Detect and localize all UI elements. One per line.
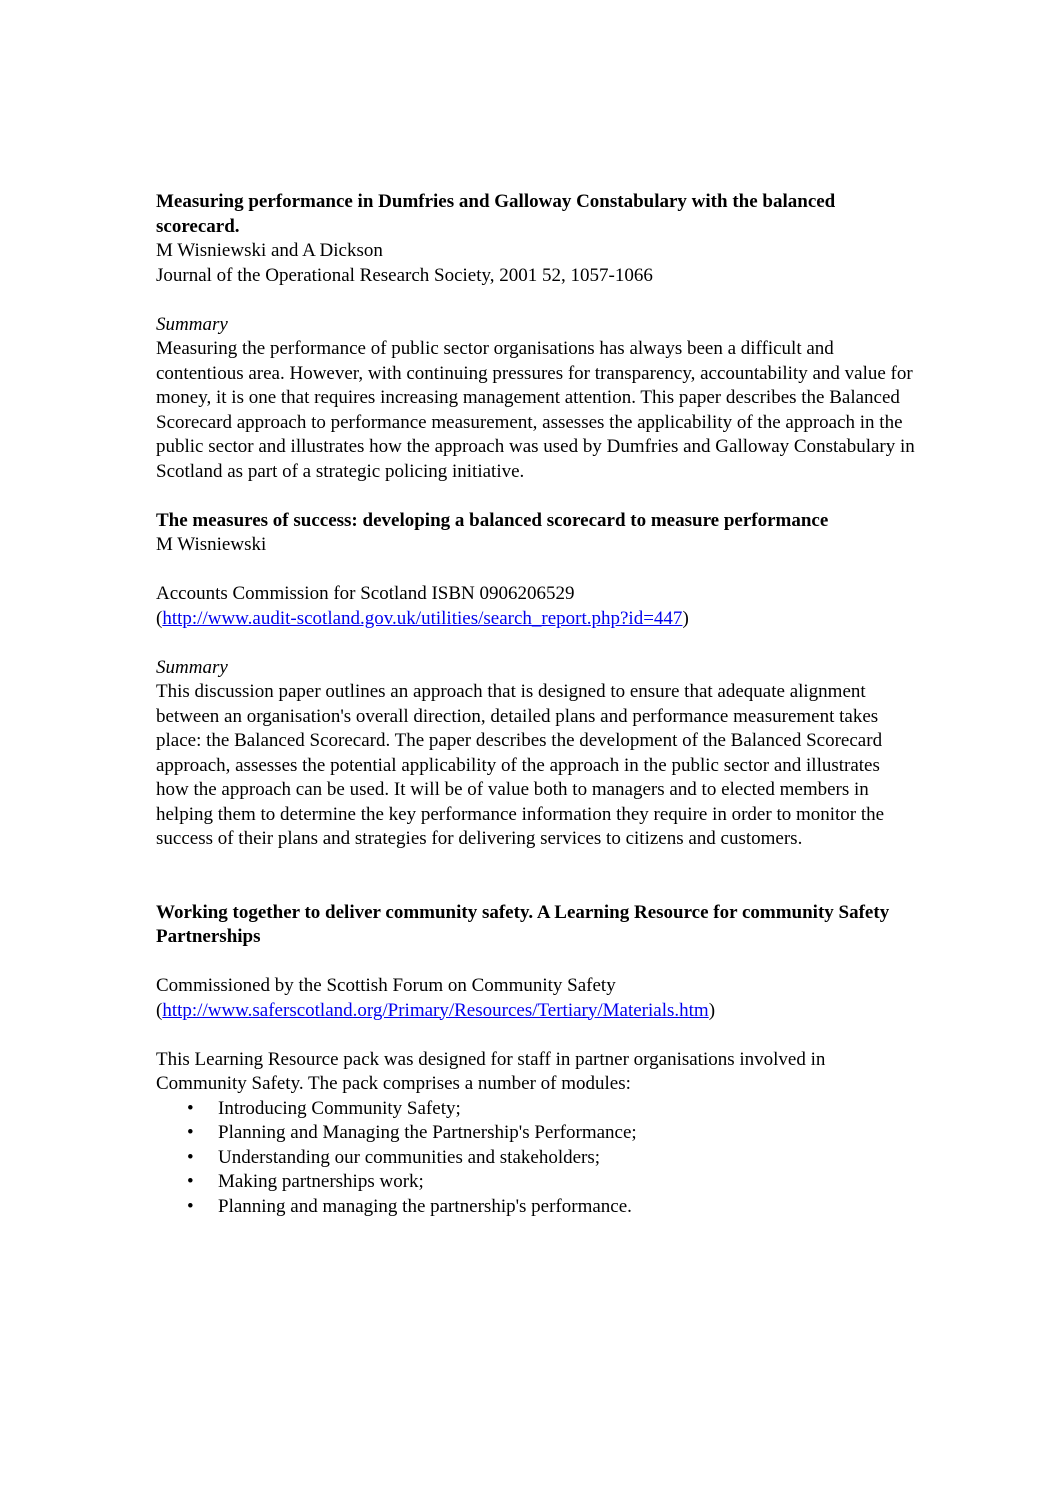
module-label: Introducing Community Safety; [218, 1097, 461, 1119]
entry-title: Working together to deliver community safety. A Learning Resource for community Safety Partnerships [156, 901, 890, 947]
entry-authors: M Wisniewski and A Dickson [156, 240, 383, 261]
list-item [156, 1170, 916, 1195]
link-open-paren: ( [156, 607, 163, 629]
entry-community-safety [156, 901, 916, 1220]
bullet-icon: • [187, 1195, 194, 1217]
module-label: Making partnerships work; [218, 1171, 424, 1192]
bullet-icon: • [187, 1097, 194, 1119]
link-close-paren: ) [682, 607, 689, 629]
summary-label: Summary [156, 313, 228, 335]
entry-citation: Journal of the Operational Research Society, 2001 52, 1057-1066 [156, 264, 653, 286]
module-label: Planning and Managing the Partnership's Performance; [218, 1122, 637, 1143]
summary-label: Summary [156, 656, 228, 678]
link-open-paren: ( [156, 999, 163, 1021]
entry-link-line [156, 999, 916, 1024]
entry-title: Measuring performance in Dumfries and Galloway Constabulary with the balanced scorecard. [156, 191, 836, 237]
bullet-icon: • [187, 1122, 194, 1143]
list-item [156, 1121, 916, 1146]
summary-text: Measuring the performance of public sector organisations has always been a difficult and contentious area. However, with continuing pressures for transparency, accountability and value for money, it is one that requires increasing management attention. This paper describes the Balanced Scorecard approach to performance measurement, assesses the applicability of the approach in the public sector and illustrates how the approach was used by Dumfries and Galloway Constabulary in Scotland as part of a strategic policing initiative. [156, 338, 915, 482]
list-item [156, 1195, 916, 1220]
entry-title: The measures of success: developing a balanced scorecard to measure performance [156, 509, 829, 531]
module-label: Understanding our communities and stakeholders; [218, 1146, 601, 1168]
entry-measures-of-success [156, 509, 916, 852]
list-item [156, 1146, 916, 1171]
modules-list [156, 1097, 916, 1220]
link-close-paren: ) [708, 999, 716, 1021]
bullet-icon: • [187, 1146, 194, 1168]
summary-text: This discussion paper outlines an approach that is designed to ensure that adequate alignment between an organisation's overall direction, detailed plans and performance measurement takes place: the Balanced Scorecard. The paper describes the development of the Balanced Scorecard approach, assesses the potential applicability of the approach in the public sector and illustrates how the approach can be used. It will be of value both to managers and to elected members in helping them to determine the key performance information they require in order to monitor the success of their plans and strategies for delivering services to citizens and customers. [156, 681, 885, 849]
bullet-icon: • [187, 1171, 194, 1192]
entry-authors: M Wisniewski [156, 534, 267, 555]
audit-scotland-link[interactable]: http://www.audit-scotland.gov.uk/utilities/search_report.php?id=447 [162, 607, 683, 629]
module-label: Planning and managing the partnership's performance. [218, 1195, 632, 1217]
entry-description: This Learning Resource pack was designed for staff in partner organisations involved in Community Safety. The pack comprises a number of modules: [156, 1048, 826, 1094]
document-page [156, 190, 916, 1219]
entry-commissioned: Commissioned by the Scottish Forum on Community Safety [156, 975, 616, 996]
list-item [156, 1097, 916, 1122]
saferscotland-link[interactable]: http://www.saferscotland.org/Primary/Resources/Tertiary/Materials.htm [162, 999, 709, 1021]
entry-publisher: Accounts Commission for Scotland ISBN 0906206529 [156, 583, 575, 604]
entry-dumfries-galloway [156, 190, 916, 484]
entry-link-line [156, 607, 916, 632]
